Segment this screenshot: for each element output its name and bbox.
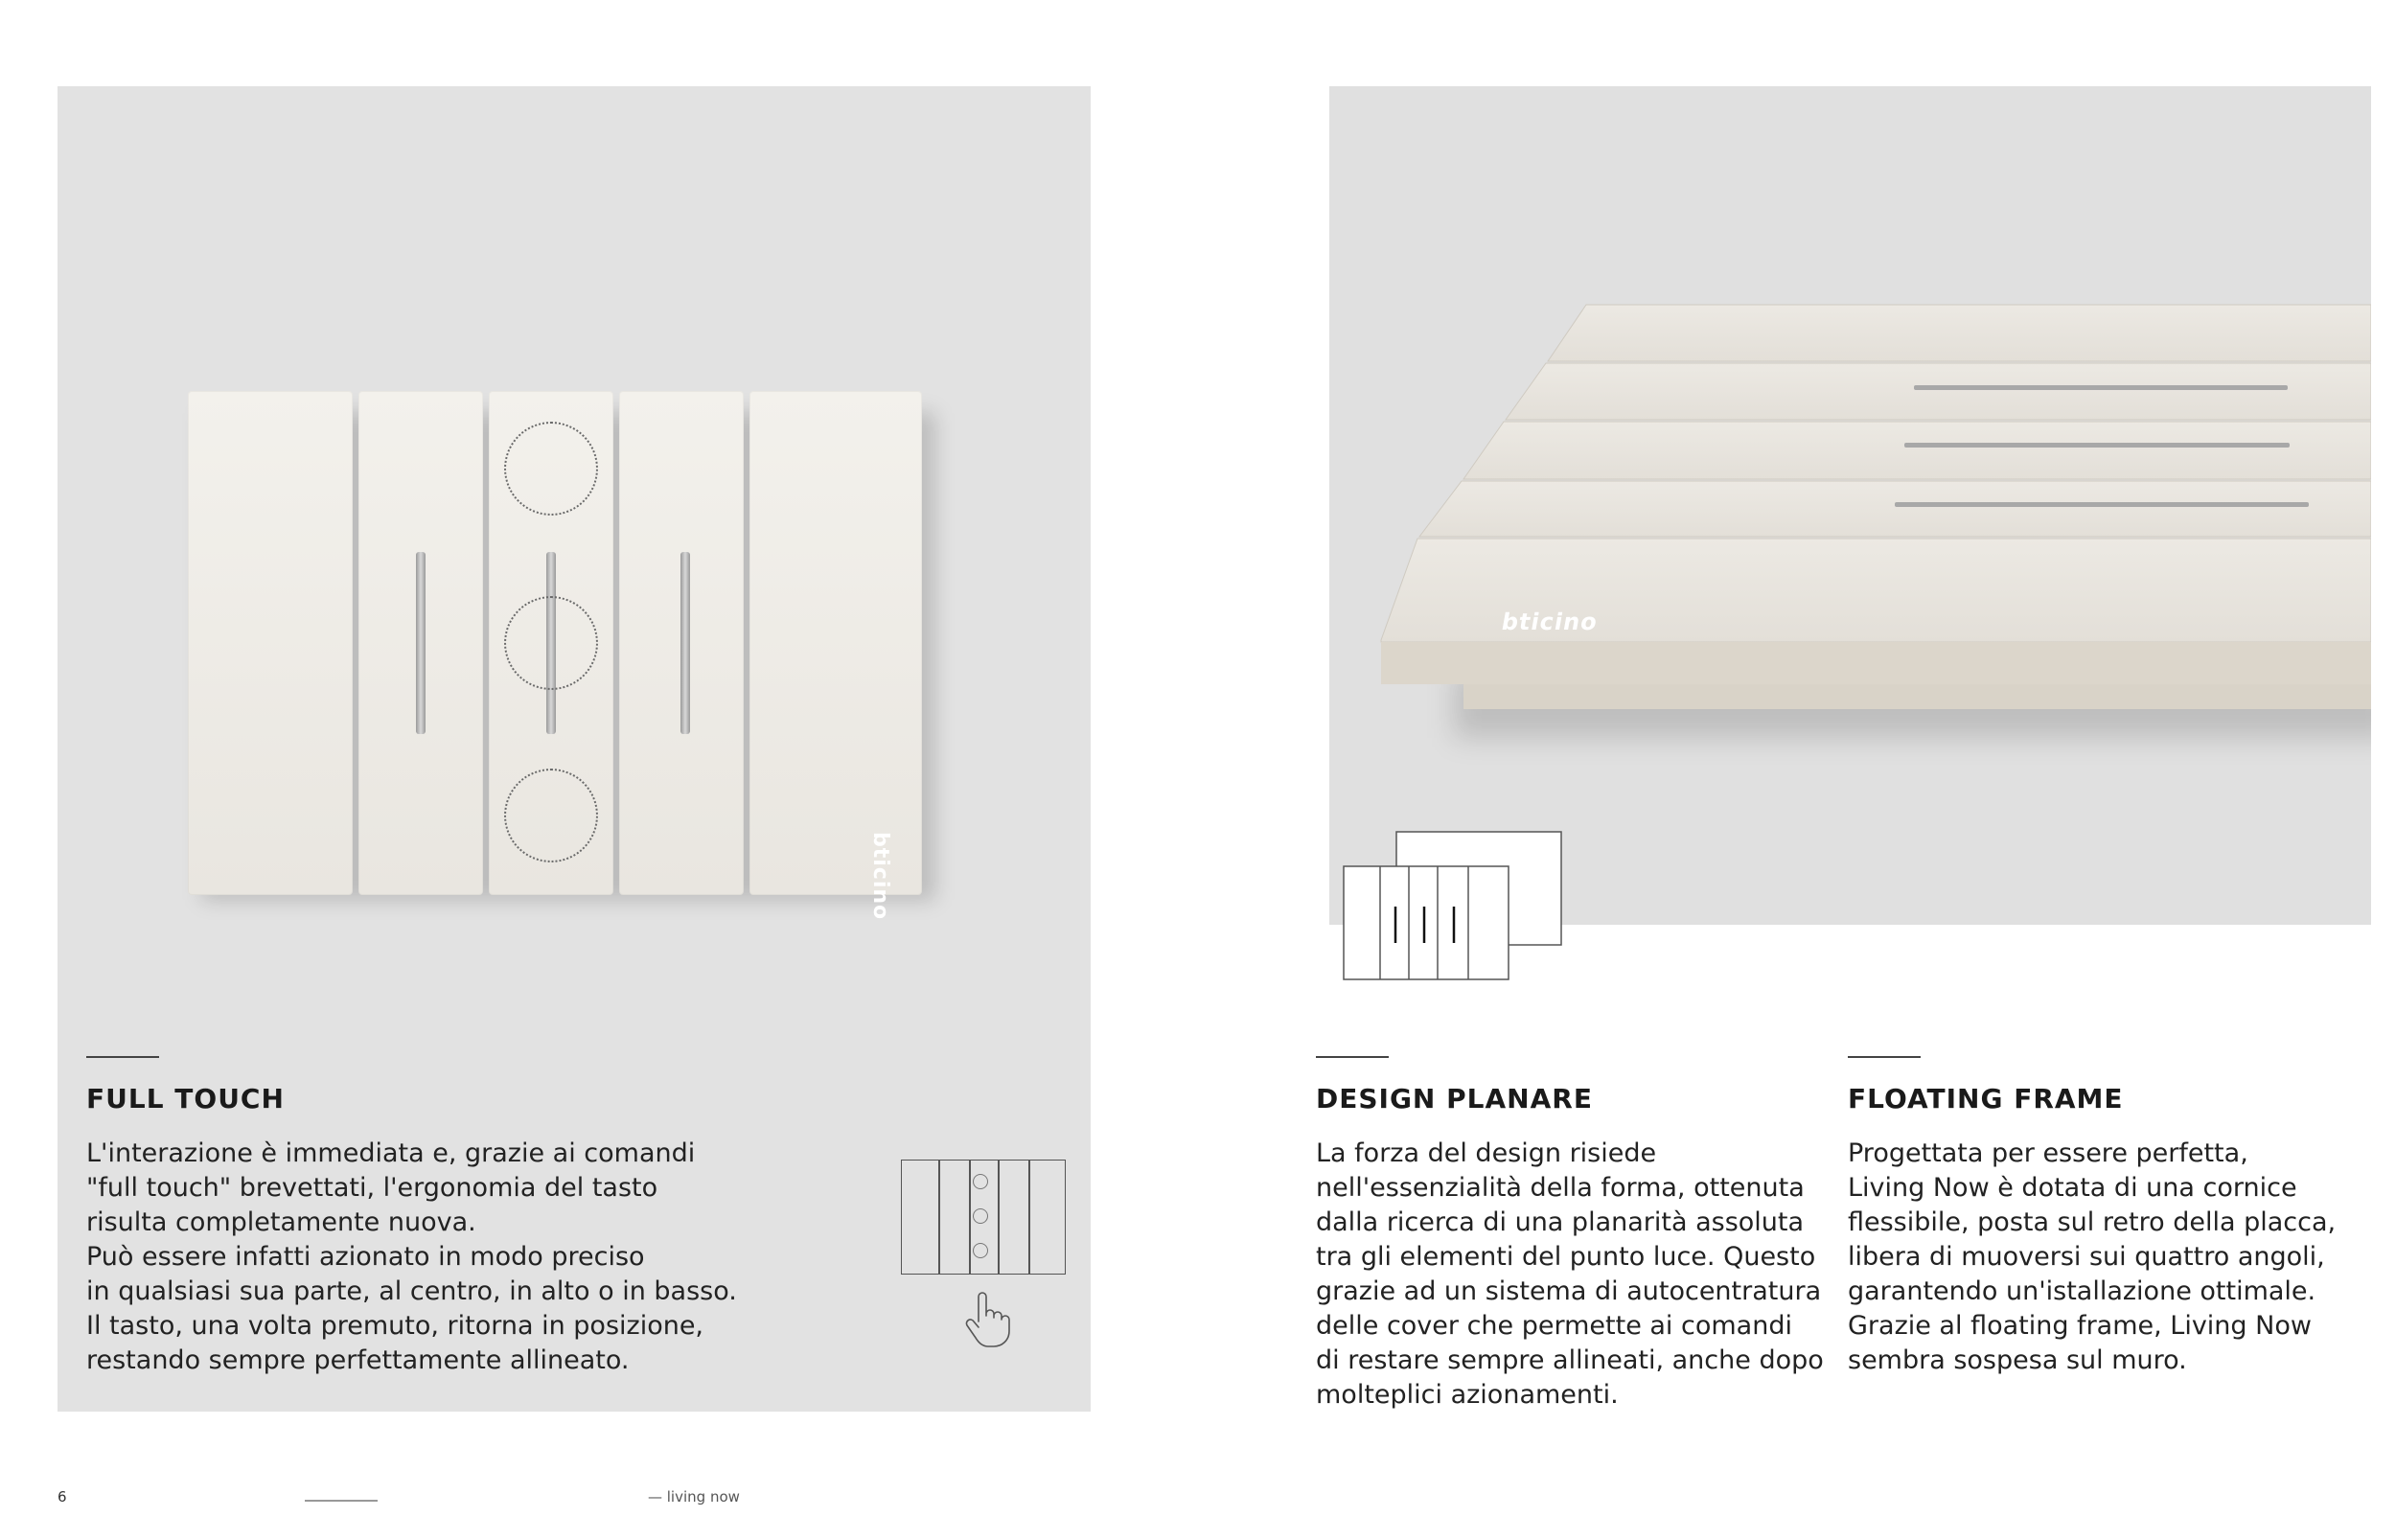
text-line: in qualsiasi sua parte, al centro, in alto o in basso. bbox=[86, 1276, 737, 1306]
hand-pointer-icon bbox=[963, 1289, 1011, 1348]
switch-product-image bbox=[188, 391, 922, 921]
section-rule bbox=[86, 1056, 159, 1058]
text-line: molteplici azionamenti. bbox=[1316, 1380, 1619, 1410]
text-line: delle cover che permette ai comandi bbox=[1316, 1311, 1792, 1341]
floating-frame-text bbox=[1848, 1137, 2336, 1378]
text-line: dalla ricerca di una planarità assoluta bbox=[1316, 1207, 1805, 1237]
text-line: nell'essenzialità della forma, ottenuta bbox=[1316, 1173, 1805, 1203]
design-planare-text bbox=[1316, 1137, 1824, 1413]
full-touch-heading: FULL TOUCH bbox=[86, 1083, 285, 1115]
text-line: Progettata per essere perfetta, bbox=[1848, 1138, 2248, 1168]
footer-brand: — living now bbox=[648, 1488, 740, 1506]
design-planare-heading: DESIGN PLANARE bbox=[1316, 1083, 1593, 1115]
touch-zone-bottom bbox=[504, 769, 598, 862]
text-line: Può essere infatti azionato in modo preciso bbox=[86, 1242, 645, 1272]
footer-rule bbox=[305, 1500, 378, 1502]
text-line: La forza del design risiede bbox=[1316, 1138, 1657, 1168]
rocker-1 bbox=[188, 391, 353, 895]
plate-brand-logo: bticino bbox=[868, 832, 892, 921]
switch-plate-icon bbox=[901, 1160, 1066, 1275]
text-line: Living Now è dotata di una cornice bbox=[1848, 1173, 2297, 1203]
text-line: di restare sempre allineati, anche dopo bbox=[1316, 1345, 1824, 1375]
text-line: Grazie al floating frame, Living Now bbox=[1848, 1311, 2312, 1341]
full-touch-text bbox=[86, 1137, 737, 1378]
text-line: flessibile, posta sul retro della placca, bbox=[1848, 1207, 2337, 1237]
page-number: 6 bbox=[58, 1488, 67, 1506]
plate-brand-logo: bticino bbox=[1499, 609, 1601, 635]
text-line: L'interazione è immediata e, grazie ai comandi bbox=[86, 1138, 696, 1168]
section-rule bbox=[1848, 1056, 1921, 1058]
text-line: risulta completamente nuova. bbox=[86, 1207, 476, 1237]
text-line: grazie ad un sistema di autocentratura bbox=[1316, 1276, 1822, 1306]
floating-frame-heading: FLOATING FRAME bbox=[1848, 1083, 2124, 1115]
touch-zone-center bbox=[504, 596, 598, 690]
text-line: garantendo un'istallazione ottimale. bbox=[1848, 1276, 2316, 1306]
text-line: "full touch" brevettati, l'ergonomia del tasto bbox=[86, 1173, 658, 1203]
rocker-2 bbox=[358, 391, 483, 895]
text-line: Il tasto, una volta premuto, ritorna in posizione, bbox=[86, 1311, 704, 1341]
section-rule bbox=[1316, 1056, 1389, 1058]
rocker-5 bbox=[749, 391, 922, 895]
text-line: restando sempre perfettamente allineato. bbox=[86, 1345, 630, 1375]
touch-zone-top bbox=[504, 422, 598, 516]
floating-frame-icon bbox=[1342, 830, 1572, 983]
text-line: tra gli elementi del punto luce. Questo bbox=[1316, 1242, 1816, 1272]
design-planare-image bbox=[1329, 86, 2371, 925]
flat-plate-render bbox=[1329, 86, 2371, 925]
text-line: libera di muoversi sui quattro angoli, bbox=[1848, 1242, 2325, 1272]
text-line: sembra sospesa sul muro. bbox=[1848, 1345, 2187, 1375]
rocker-4 bbox=[619, 391, 744, 895]
rocker-3 bbox=[489, 391, 613, 895]
